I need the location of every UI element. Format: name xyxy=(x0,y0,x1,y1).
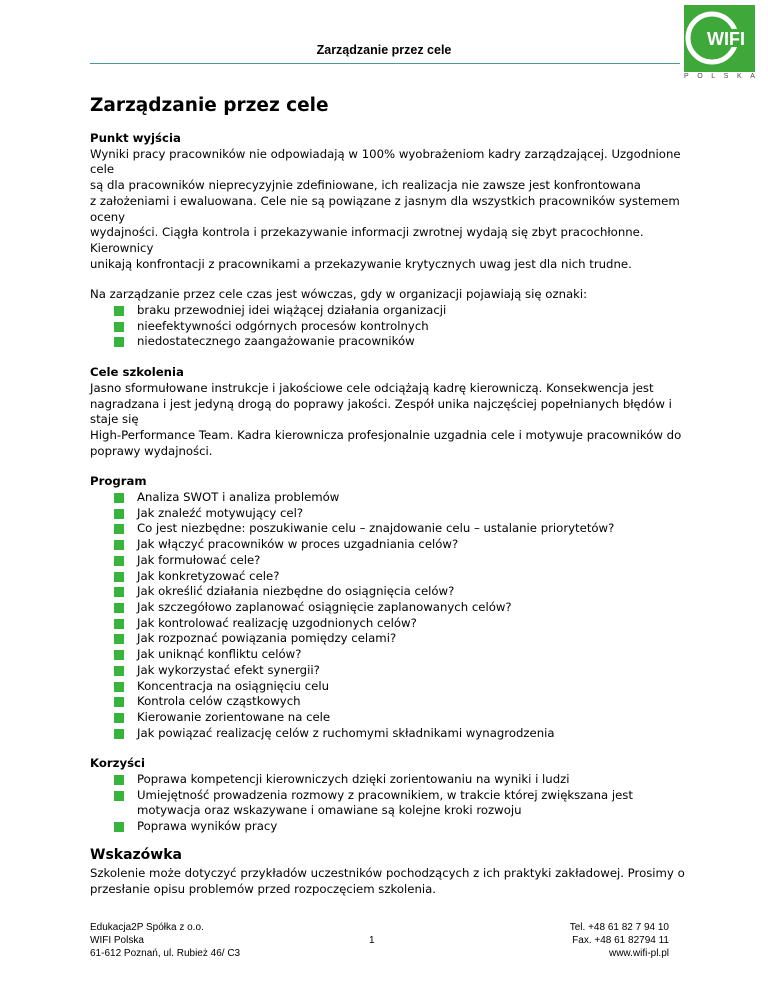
section-title: Program xyxy=(90,474,147,489)
paragraph-line: unikają konfrontacji z pracownikami a przekazywanie krytycznych uwag jest dla nich trudne. xyxy=(90,256,632,271)
paragraph-line: przesłanie opisu problemów przed rozpoczęciem szkolenia. xyxy=(90,881,436,896)
list-item: Umiejętność prowadzenia rozmowy z pracownikiem, w trakcie której zwiększana jest motywacja oraz wskazywane i omawiane są kolejne kroki rozwoju xyxy=(90,788,690,819)
paragraph-line: z założeniami i ewaluowana. Cele nie są powiązane z jasnym dla wszystkich pracowników systemem oceny xyxy=(90,193,680,224)
section-cele-szkolenia xyxy=(90,365,690,459)
list-item: Kierowanie zorientowane na cele xyxy=(90,710,690,726)
list-item: Co jest niezbędne: poszukiwanie celu – znajdowanie celu – ustalanie priorytetów? xyxy=(90,521,690,537)
header-divider xyxy=(90,63,680,64)
list-item: Jak uniknąć konfliktu celów? xyxy=(90,647,690,663)
list-item: Jak formułować cele? xyxy=(90,553,690,569)
list-item: Jak wykorzystać efekt synergii? xyxy=(90,663,690,679)
list-item: Poprawa wyników pracy xyxy=(90,819,690,835)
list-item: Jak rozpoznać powiązania pomiędzy celami? xyxy=(90,631,690,647)
page-number: 1 xyxy=(369,935,375,946)
running-header-title: Zarządzanie przez cele xyxy=(316,43,452,57)
paragraph-line: poprawy wydajności. xyxy=(90,443,213,458)
list-item: Jak powiązać realizację celów z ruchomymi składnikami wynagrodzenia xyxy=(90,726,690,742)
list-item: Jak szczegółowo zaplanować osiągnięcie zaplanowanych celów? xyxy=(90,600,690,616)
page-title: Zarządzanie przez cele xyxy=(90,95,329,116)
paragraph-line: Szkolenie może dotyczyć przykładów uczestników pochodzących z ich praktyki zakładowej. Prosimy o xyxy=(90,865,685,880)
list-item: Jak określić działania niezbędne do osiągnięcia celów? xyxy=(90,584,690,600)
section-title: Korzyści xyxy=(90,756,145,771)
list-item: nieefektywności odgórnych procesów kontrolnych xyxy=(90,319,690,335)
paragraph-line: Jasno sformułowane instrukcje i jakościowe cele odciążają kadrę kierowniczą. Konsekwencja jest xyxy=(90,380,654,395)
section-program xyxy=(90,474,690,741)
section-wskazowka xyxy=(90,846,690,897)
list-item: Kontrola celów cząstkowych xyxy=(90,694,690,710)
document-body xyxy=(90,95,690,897)
logo-text: WIFI xyxy=(707,29,745,49)
section-title: Punkt wyjścia xyxy=(90,131,181,145)
list-item: Jak włączyć pracowników w proces uzgadniania celów? xyxy=(90,537,690,553)
section-punkt-wyjscia xyxy=(90,131,690,350)
section-title: Cele szkolenia xyxy=(90,365,184,380)
footer-line: www.wifi-pl.pl xyxy=(608,948,669,959)
paragraph-line: są dla pracowników nieprecyzyjnie zdefiniowane, ich realizacja nie zawsze jest konfrontowana xyxy=(90,178,641,193)
paragraph-line: High-Performance Team. Kadra kierownicza profesjonalnie uzgadnia cele i motywuje pracowników do xyxy=(90,427,682,442)
footer-company xyxy=(90,921,240,960)
section-korzysci xyxy=(90,756,690,835)
program-list xyxy=(90,490,690,741)
intro-text: Na zarządzanie przez cele czas jest wówczas, gdy w organizacji pojawiają się oznaki: xyxy=(90,287,588,302)
logo-subtitle: P O L S K A xyxy=(684,73,755,80)
list-item: Analiza SWOT i analiza problemów xyxy=(90,490,690,506)
footer-line: Fax. +48 61 82794 11 xyxy=(572,935,669,946)
wifi-logo xyxy=(684,5,755,72)
list-item: Jak znaleźć motywujący cel? xyxy=(90,506,690,522)
list-item: Poprawa kompetencji kierowniczych dzięki zorientowaniu na wyniki i ludzi xyxy=(90,772,690,788)
list-item: Koncentracja na osiągnięciu celu xyxy=(90,679,690,695)
paragraph-line: Wyniki pracy pracowników nie odpowiadają w 100% wyobrażeniom kadry zarządzającej. Uzgodnione cele xyxy=(90,146,681,177)
list-item: braku przewodniej idei wiążącej działania organizacji xyxy=(90,303,690,319)
footer-contact xyxy=(570,921,669,960)
footer-line: 61-612 Poznań, ul. Rubież 46/ C3 xyxy=(90,948,241,959)
footer-line: Edukacja2P Spółka z o.o. xyxy=(90,922,204,933)
footer-line: Tel. +48 61 82 7 94 10 xyxy=(569,922,669,933)
paragraph-line: nagradzana i jest jedyną drogą do poprawy jakości. Zespół unika najczęściej popełnianych błędów i staje się xyxy=(90,396,672,427)
list-item: niedostatecznego zaangażowanie pracowników xyxy=(90,334,690,350)
paragraph-line: wydajności. Ciągła kontrola i przekazywanie informacji zwrotnej wydają się zbyt pracochłonne. Kierownicy xyxy=(90,225,644,255)
footer-line: WIFI Polska xyxy=(90,935,144,946)
section-heading: Wskazówka xyxy=(90,846,182,863)
list-item: Jak kontrolować realizację uzgodnionych celów? xyxy=(90,616,690,632)
list-item: Jak konkretyzować cele? xyxy=(90,569,690,585)
signs-list xyxy=(90,303,690,350)
benefits-list xyxy=(90,772,690,835)
